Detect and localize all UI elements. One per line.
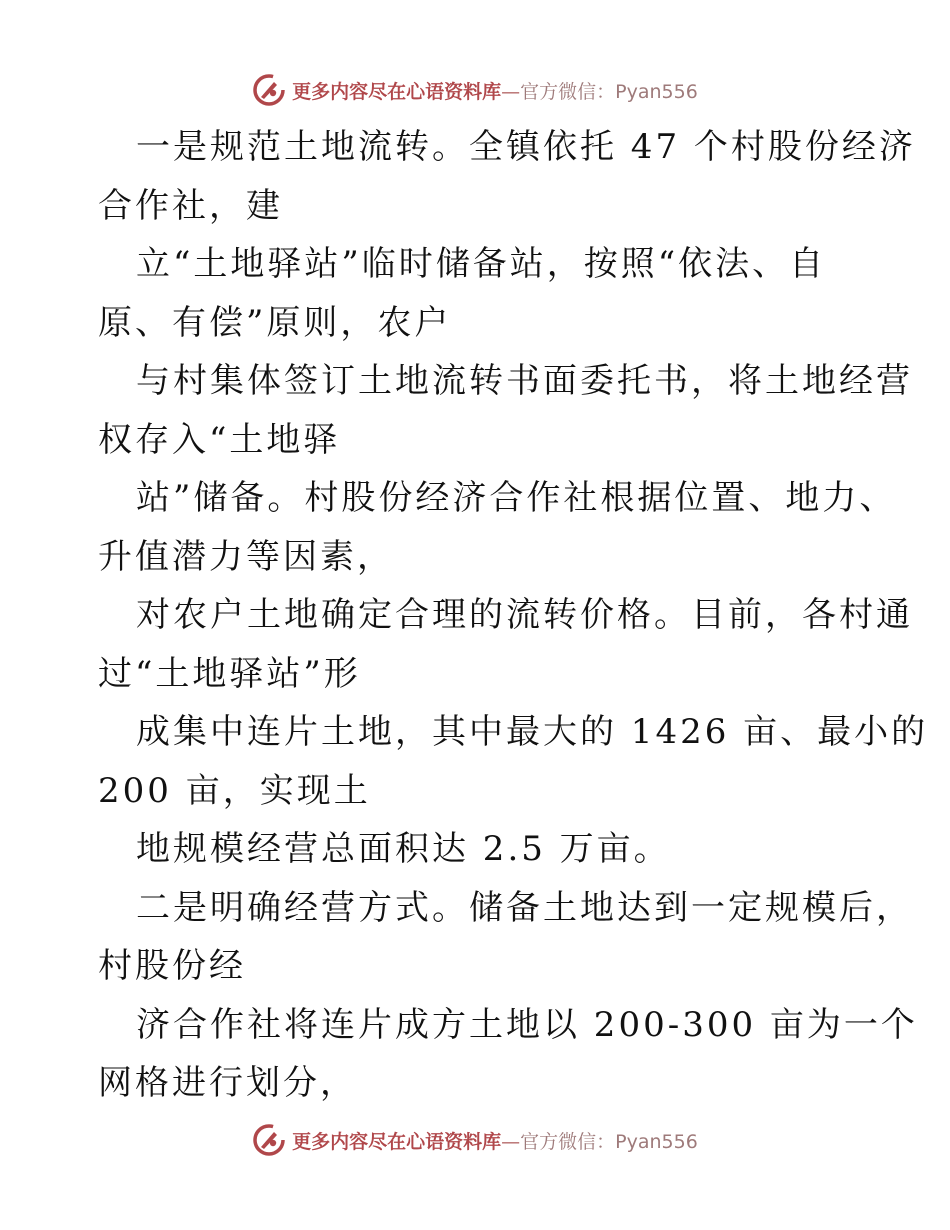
text-line: 与村集体签订土地流转书面委托书，将土地经营 xyxy=(136,361,913,401)
logo-icon xyxy=(252,1123,286,1157)
text-line: 原、有偿”原则，农户 xyxy=(98,302,452,343)
text-line: 成集中连片土地，其中最大的 1426 亩、最小的 xyxy=(136,712,929,752)
text-line: 立“土地驿站”临时储备站，按照“依法、自 xyxy=(136,244,827,284)
footer-banner xyxy=(0,1120,950,1160)
header-banner-separator: — xyxy=(501,80,521,103)
text-line: 网格进行划分， xyxy=(98,1063,357,1103)
text-line: 200 亩，实现土 xyxy=(98,770,371,811)
footer-banner-text xyxy=(292,1127,698,1154)
footer-banner-separator: — xyxy=(501,1130,521,1153)
text-line: 升值潜力等因素， xyxy=(98,536,394,577)
footer-banner-main: 更多内容尽在心语资料库 xyxy=(292,1130,502,1153)
header-banner xyxy=(0,70,950,110)
logo-icon xyxy=(252,73,286,107)
text-line: 权存入“土地驿 xyxy=(98,419,341,460)
text-line: 济合作社将连片成方土地以 200-300 亩为一个 xyxy=(136,1004,918,1045)
header-banner-main: 更多内容尽在心语资料库 xyxy=(292,80,502,103)
text-line: 合作社，建 xyxy=(98,185,283,226)
text-line: 村股份经 xyxy=(98,946,246,986)
header-banner-wechat: 官方微信：Pyan556 xyxy=(520,80,698,103)
document-body xyxy=(98,118,929,1113)
text-line: 过“土地驿站”形 xyxy=(98,653,361,694)
text-line: 站”储备。村股份经济合作社根据位置、地力、 xyxy=(136,478,897,518)
footer-banner-wechat: 官方微信：Pyan556 xyxy=(520,1130,698,1153)
text-line: 一是规范土地流转。全镇依托 47 个村股份经济 xyxy=(136,127,916,167)
text-line: 地规模经营总面积达 2.5 万亩。 xyxy=(136,829,671,869)
text-line: 二是明确经营方式。储备土地达到一定规模后， xyxy=(136,887,913,928)
header-banner-text xyxy=(292,77,698,104)
text-line: 对农户土地确定合理的流转价格。目前，各村通 xyxy=(136,595,913,635)
